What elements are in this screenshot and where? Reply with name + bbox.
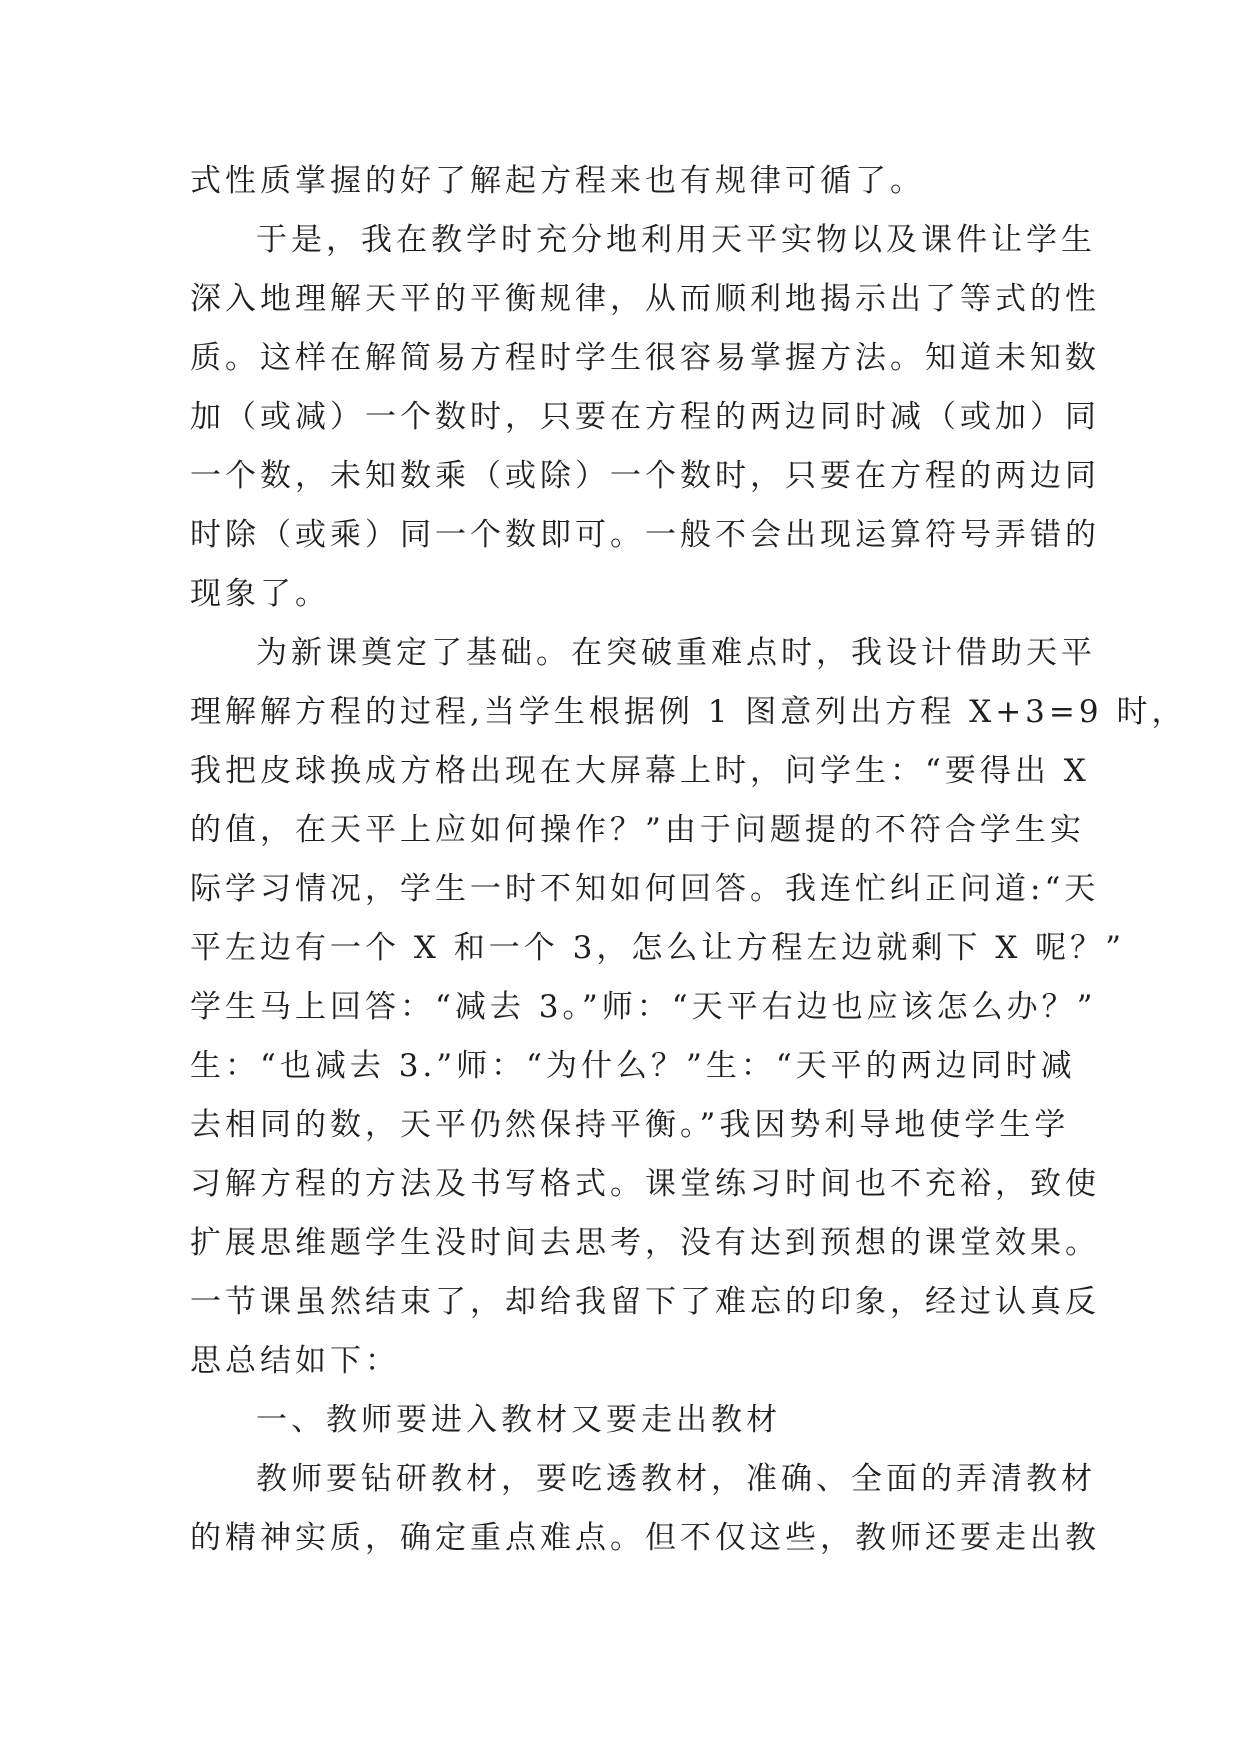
text-line: 学生马上回答：“减去 3。”师：“天平右边也应该怎么办？” — [190, 989, 1097, 1025]
text-line: 生：“也减去 3.”师：“为什么？”生：“天平的两边同时减 — [190, 1048, 1076, 1084]
text-line: 去相同的数，天平仍然保持平衡。”我因势利导地使学生学 — [190, 1107, 1070, 1143]
text-line: 平左边有一个 X 和一个 3，怎么让方程左边就剩下 X 呢？” — [190, 930, 1125, 966]
text-line: 于是，我在教学时充分地利用天平实物以及课件让学生 — [256, 222, 1096, 258]
text-line: 习解方程的方法及书写格式。课堂练习时间也不充裕，致使 — [190, 1166, 1100, 1202]
text-line: 深入地理解天平的平衡规律，从而顺利地揭示出了等式的性 — [190, 281, 1100, 317]
text-line: 的精神实质，确定重点难点。但不仅这些，教师还要走出教 — [190, 1520, 1100, 1556]
text-line: 理解解方程的过程,当学生根据例 1 图意列出方程 X+3=9 时， — [190, 694, 1187, 730]
text-line: 现象了。 — [190, 576, 330, 612]
body-text — [190, 152, 1187, 1568]
text-line: 际学习情况，学生一时不知如何回答。我连忙纠正问道:“天 — [190, 871, 1100, 907]
text-line: 教师要钻研教材，要吃透教材，准确、全面的弄清教材 — [256, 1461, 1096, 1497]
text-line: 我把皮球换成方格出现在大屏幕上时，问学生：“要得出 X — [190, 753, 1090, 789]
text-line: 时除（或乘）同一个数即可。一般不会出现运算符号弄错的 — [190, 517, 1100, 553]
section-heading: 一、教师要进入教材又要走出教材 — [256, 1402, 781, 1438]
text-line: 一节课虽然结束了，却给我留下了难忘的印象，经过认真反 — [190, 1284, 1100, 1320]
text-line: 一个数，未知数乘（或除）一个数时，只要在方程的两边同 — [190, 458, 1100, 494]
text-line: 思总结如下： — [190, 1343, 400, 1379]
text-line: 式性质掌握的好了解起方程来也有规律可循了。 — [190, 163, 925, 199]
text-line: 的值，在天平上应如何操作？”由于问题提的不符合学生实 — [190, 812, 1085, 848]
text-line: 扩展思维题学生没时间去思考，没有达到预想的课堂效果。 — [190, 1225, 1100, 1261]
text-line: 为新课奠定了基础。在突破重难点时，我设计借助天平 — [256, 635, 1096, 671]
text-line: 加（或减）一个数时，只要在方程的两边同时减（或加）同 — [190, 399, 1100, 435]
text-line: 质。这样在解简易方程时学生很容易掌握方法。知道未知数 — [190, 340, 1100, 376]
